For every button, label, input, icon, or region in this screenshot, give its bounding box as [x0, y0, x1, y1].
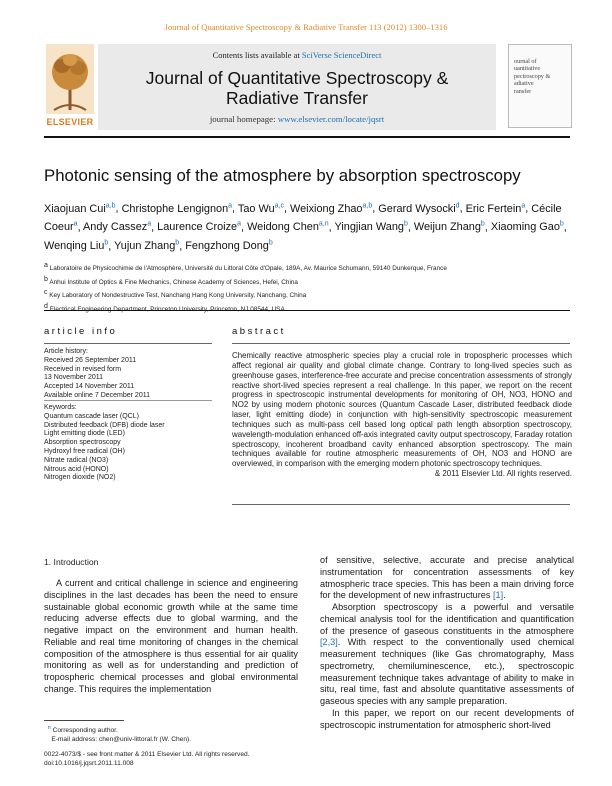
author[interactable]	[157, 221, 241, 233]
affiliation-text: Anhui Institute of Optics & Fine Mechanics, Chinese Academy of Sciences, Hefei, China	[47, 278, 298, 286]
corresponding-author-note	[44, 724, 304, 736]
affiliation	[44, 275, 584, 289]
author[interactable]	[83, 221, 151, 233]
author-name: Xiaoming Gao	[490, 221, 560, 234]
keywords	[44, 404, 214, 483]
author-name: Christophe Lengignon	[121, 202, 229, 215]
author-name: Cécile Coeur	[44, 202, 562, 234]
body-column-left	[44, 578, 298, 696]
keyword: Distributed feedback (DFB) diode laser	[44, 421, 165, 429]
keyword: Nitrate radical (NO3)	[44, 456, 109, 464]
author-affiliation-mark: a	[73, 220, 78, 228]
footnote-rule	[44, 720, 124, 721]
author-name: Xiaojuan Cui	[44, 202, 106, 215]
author-affiliation-mark: d	[455, 202, 460, 209]
journal-title-line1: Journal of Quantitative Spectroscopy &	[145, 68, 449, 88]
author[interactable]	[185, 240, 272, 252]
keyword: Nitrogen dioxide (NO2)	[44, 474, 116, 482]
intro-paragraph-1: A current and critical challenge in science and engineering disciplines in the last decades has been the need to ensure sustainable global economic growth while at the same time reducing adverse effects due to global warming, and the negative impact on the environment and human health. Reliable and real time monitoring of changes in the chemical composition of the atmosphere is thus essential for air quality monitoring as well as for understanding and prediction of tropospheric chemical processes and global environmental change. This requires the implementation	[44, 578, 298, 694]
author[interactable]	[238, 203, 284, 215]
elsevier-tree-logo	[46, 44, 94, 118]
author-affiliation-mark: b	[403, 220, 408, 228]
citation-link[interactable]: [1]	[492, 590, 504, 601]
author[interactable]	[491, 221, 564, 233]
intro-paragraph-continued	[320, 555, 574, 602]
body-column-right	[320, 555, 574, 731]
corresponding-text: Corresponding author.	[52, 727, 118, 735]
author-name: Weijun Zhang	[413, 221, 481, 234]
email-text: E-mail address: chen@univ-littoral.fr (W. Chen).	[51, 735, 192, 743]
issn-line: 0022-4073/$ - see front matter & 2011 Elsevier Ltd. All rights reserved.	[44, 751, 250, 758]
affiliation-text: Key Laboratory of Nondestructive Test, Nanchang Hang Kong University, Nanchang, China	[47, 292, 307, 300]
affiliation-text: Laboratoire de Physicochimie de l'Atmosphère, Université du Littoral Côte d'Opale, 189A, Av. Maurice Schumann, 59140 Dunkerque, France	[47, 265, 447, 273]
affiliation-mark: b	[44, 275, 48, 283]
paragraph-text: Absorption spectroscopy is a powerful and versatile chemical analysis tool for the identification and quantification of the presence of gaseous constituents in the atmosphere	[320, 602, 574, 636]
introduction-heading: 1. Introduction	[44, 557, 99, 567]
keyword: Absorption spectroscopy	[44, 439, 121, 447]
contents-line	[98, 50, 496, 60]
header-rule	[44, 136, 570, 138]
publication-info	[44, 751, 304, 769]
abstract-rule	[232, 343, 570, 344]
history-item: Received in revised form	[44, 365, 122, 373]
footnotes	[44, 724, 304, 744]
author-affiliation-mark: a	[147, 220, 152, 228]
article-info-heading: article info	[44, 326, 118, 337]
author-affiliation-mark: a	[237, 220, 241, 228]
abstract-bottom-rule	[232, 504, 570, 505]
journal-title-line2: Radiative Transfer	[225, 88, 368, 108]
history-item: Accepted 14 November 2011	[44, 383, 135, 391]
author[interactable]	[290, 203, 372, 215]
author-name: Weixiong Zhao	[290, 202, 363, 215]
history-item: 13 November 2011	[44, 374, 104, 382]
paragraph-text: . With respect to the conventionally used chemical measurement techniques (like Gas chromatography, Mass spectrometry, chemiluminescence, etc.), spectroscopic measurement technique takes advantage of ability to make in situ, real time, fast and absolute quantitative assessments of gaseous species with any sample preparation.	[320, 637, 574, 706]
author[interactable]	[247, 221, 329, 233]
keyword: Quantum cascade laser (QCL)	[44, 412, 139, 420]
keyword: Nitrous acid (HONO)	[44, 465, 109, 473]
article-history	[44, 348, 214, 401]
author[interactable]	[378, 203, 459, 215]
author[interactable]	[122, 203, 232, 215]
author-affiliation-mark: b	[559, 220, 564, 228]
author-affiliation-mark: b	[175, 239, 180, 247]
abstract-body	[232, 351, 572, 479]
author-affiliation-mark: a	[521, 202, 526, 209]
history-item: Available online 7 December 2011	[44, 391, 150, 399]
keyword: Light emitting diode (LED)	[44, 430, 125, 438]
author-list: Xiaojuan Cui$^{a,b}$, Christophe Lengignon$^a$, Tao Wu$^{a,c}$, Weixiong Zhao$^{a,b}$, Gerard Wysocki$^d$, Eric Fertein$^a$, Cécile Coeur$^a$, Andy Cassez$^a$, Laurence Croize$^a$, Weidong Chen$^{a,n}$, Yingjian Wang$^b$, Weijun Zhang$^b$, Xiaoming Gao$^b$, Wenqing Liu$^b$, Yujun Zhang$^b$, Fengzhong Dong$^b$	[44, 202, 567, 253]
keywords-rule	[44, 400, 212, 401]
intro-paragraph-3: In this paper, we report on our recent developments of spectroscopic instrumentation for atmospheric short-lived	[320, 707, 574, 730]
abstract-text: Chemically reactive atmospheric species play a crucial role in tropospheric processes which affect regional air quality and global climate change. Contrary to long-lived species such as greenhouse gases, interference-free accurate and precise concentration assessments of strongly reactive short-lived species represent a real challenge. In this paper, we report on the recent progress in spectroscopic instrumental developments for monitoring of OH, NO3, HONO and NO2 by using modern photonic sources (Quantum Cascade Laser, distributed feedback diode laser, light emitting diode) in conjunction with high-sensitivity spectroscopic measurement techniques such as multi-pass cell based long optical path length absorption spectroscopy, wavelength-modulation enhanced off-axis integrated cavity output spectroscopy, Faraday rotation spectroscopy, incoherent broadband cavity enhanced absorption spectroscopy. The main techniques available for routine atmospheric measurements of OH, NO3 and HONO are overviewed, in comparison with the emerging modern photonic spectroscopy techniques.	[232, 351, 572, 469]
author-affiliation-mark: a,b	[362, 202, 373, 209]
affiliation-mark: c	[44, 289, 48, 297]
author-name: Laurence Croize	[157, 221, 238, 234]
affiliations	[44, 261, 584, 316]
author[interactable]	[44, 240, 108, 252]
author-affiliation-mark: a,b	[105, 202, 116, 209]
journal-reference: Journal of Quantitative Spectroscopy & Radiative Transfer 113 (2012) 1300–1316	[164, 22, 448, 32]
author-affiliation-mark: b	[268, 239, 273, 247]
author-name: Yujun Zhang	[114, 240, 176, 253]
paragraph-text: of sensitive, selective, accurate and precise analytical instrumentation for concentration assessments of key atmospheric trace species. This has been a main driving force for the development of new infrastructures	[320, 555, 574, 601]
affiliation	[44, 288, 584, 302]
author-name: Gerard Wysocki	[378, 202, 456, 215]
article-title: Photonic sensing of the atmosphere by absorption spectroscopy	[44, 166, 521, 185]
intro-paragraph-2	[320, 602, 574, 708]
sciencedirect-link[interactable]: SciVerse ScienceDirect	[301, 50, 382, 60]
author-affiliation-mark: a	[228, 202, 233, 209]
abstract-copyright: & 2011 Elsevier Ltd. All rights reserved.	[434, 469, 572, 479]
author-name: Fengzhong Dong	[185, 240, 269, 253]
author[interactable]	[335, 221, 408, 233]
author[interactable]	[44, 203, 116, 215]
section-rule	[44, 310, 570, 311]
author-name: Weidong Chen	[247, 221, 319, 234]
author-affiliation-mark: a,n	[318, 220, 329, 228]
author-affiliation-mark: a,c	[274, 202, 284, 209]
affiliation	[44, 261, 584, 275]
affiliation-mark: d	[44, 302, 48, 310]
doi-line: doi:10.1016/j.jqsrt.2011.11.008	[44, 759, 134, 767]
homepage-link[interactable]: www.elsevier.com/locate/jqsrt	[277, 114, 385, 124]
author-affiliation-mark: b	[104, 239, 109, 247]
citation-link[interactable]: [2,3]	[320, 637, 338, 648]
abstract-heading: abstract	[232, 326, 286, 337]
author[interactable]	[114, 240, 179, 252]
author-name: Wenqing Liu	[44, 240, 105, 253]
author[interactable]	[414, 221, 485, 233]
journal-homepage	[98, 114, 496, 124]
homepage-prefix: journal homepage:	[209, 114, 278, 124]
keyword: Hydroxyl free radical (OH)	[44, 447, 125, 455]
author[interactable]	[466, 203, 526, 215]
author-name: Eric Fertein	[465, 202, 522, 215]
cover-text: ournal of uantitative pectroscopy & adiative ransfer	[514, 58, 551, 95]
email-note	[44, 736, 304, 745]
author-name: Andy Cassez	[83, 221, 148, 234]
paragraph-text: .	[503, 590, 506, 601]
author-name: Tao Wu	[237, 202, 275, 215]
journal-title	[98, 68, 496, 108]
author-name: Yingjian Wang	[334, 221, 404, 234]
keywords-label: Keywords:	[44, 404, 77, 411]
affiliation-mark: a	[44, 262, 48, 269]
contents-prefix: Contents lists available at	[212, 50, 302, 60]
article-info-rule	[44, 343, 212, 344]
affiliation	[44, 302, 584, 316]
elsevier-wordmark: ELSEVIER	[46, 117, 94, 127]
history-item: Received 26 September 2011	[44, 356, 137, 364]
footnote-mark: n	[47, 725, 51, 731]
author-affiliation-mark: b	[480, 220, 485, 228]
history-label: Article history:	[44, 348, 88, 355]
